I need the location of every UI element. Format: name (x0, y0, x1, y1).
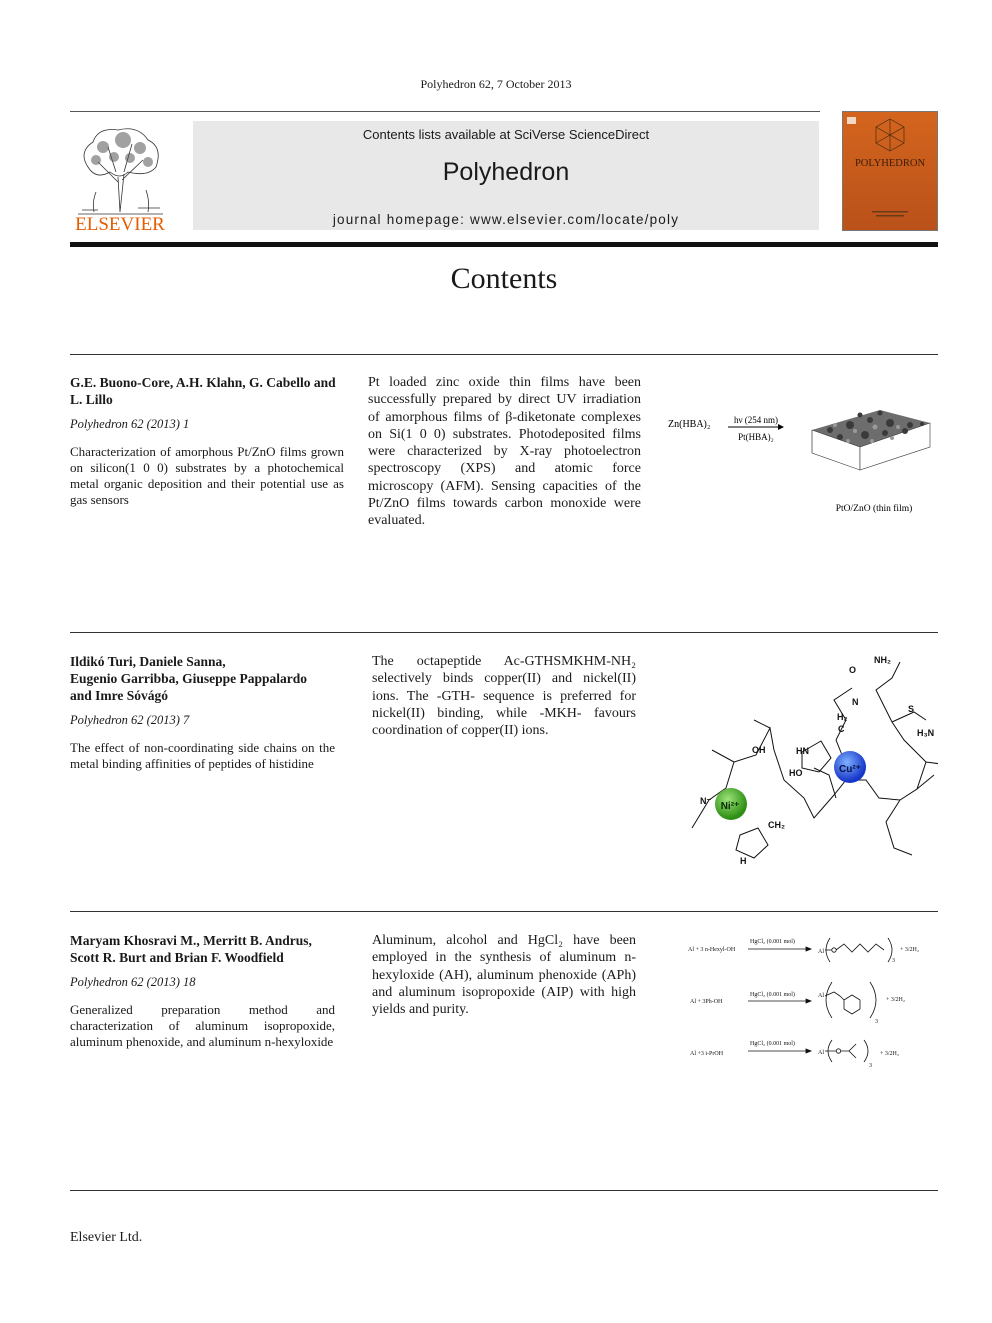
article-abstract: Aluminum, alcohol and HgCl₂ have been employed in the synthesis of aluminum n-hexyloxide (AH), aluminum phenoxide (APh) and aluminum isopropoxide (AIP) with high yields and purity. (372, 933, 636, 1018)
reactants-label: Al + 3 n-Hexyl-OH (688, 947, 736, 953)
article-citation[interactable]: Polyhedron 62 (2013) 7 (70, 713, 190, 727)
article-authors: G.E. Buono-Core, A.H. Klahn, G. Cabello and L. Lillo (70, 375, 336, 407)
article-citation[interactable]: Polyhedron 62 (2013) 1 (70, 417, 190, 431)
structure-label: N (852, 697, 859, 707)
cover-title: POLYHEDRON (854, 158, 926, 169)
authors-line: Maryam Khosravi M., Merritt B. Andrus, (70, 933, 312, 948)
authors-line: Scott R. Burt and Brian F. Woodfield (70, 950, 284, 965)
article-title[interactable]: The effect of non-coordinating side chains on the metal binding affinities of peptides of histidine (70, 740, 335, 771)
byproduct-label: + 3/2H₂ (900, 947, 919, 953)
journal-cover-thumbnail (842, 111, 938, 231)
copper-label: Cu²⁺ (839, 764, 861, 775)
structure-label: C (838, 724, 845, 734)
structure-label: OH (752, 745, 766, 755)
journal-citation: Polyhedron 62, 7 October 2013 (420, 77, 572, 91)
article-authors (70, 932, 335, 966)
structure-label: H₃N (917, 728, 935, 738)
reactants-label: Al +3 i-PrOH (690, 1051, 724, 1057)
entry-separator (70, 632, 938, 633)
entry-separator (70, 1190, 938, 1191)
byproduct-label: + 3/2H₂ (886, 997, 905, 1003)
product-label: PtO/ZnO (thin film) (835, 504, 913, 514)
article-abstract: The octapeptide Ac-GTHSMKHM-NH₂ selectively binds copper(II) and nickel(II) ions. The -GTH- sequence is preferred for nickel(II) binding, while -MKH- favours coordination of copper(II) ions. (372, 654, 636, 739)
publisher-footer: Elsevier Ltd. (70, 1230, 143, 1245)
authors-line: and Imre Sóvágó (70, 688, 169, 703)
authors-line: Eugenio Garribba, Giuseppe Pappalardo (70, 671, 308, 686)
authors-line: Ildikó Turi, Daniele Sanna, (70, 654, 226, 669)
arrow-bottom-label: Pt(HBA)₂ (738, 432, 774, 442)
article-authors (70, 653, 335, 704)
arrow-top-label: hν (254 nm) (733, 415, 779, 425)
journal-header-box (193, 121, 819, 230)
elsevier-wordmark: ELSEVIER (75, 214, 165, 234)
entry-separator (70, 911, 938, 912)
article-title[interactable]: Characterization of amorphous Pt/ZnO films grown on silicon(1 0 0) substrates by a photochemical metal organic deposition and their potential use as gas sensors (70, 444, 344, 507)
product-prefix: Al (818, 993, 824, 999)
subscript-label: 3 (875, 1019, 878, 1025)
article-abstract: Pt loaded zinc oxide thin films have been successfully prepared by direct UV irradiation of amorphous films of β-diketonate complexes on Si(1 0 0) substrates. Photodeposited films were characterized by X-ray photoelectron spectroscopy (XPS) and atomic force microscopy (AFM). Sensing capacities of the Pt/ZnO films towards carbon monoxide were evaluated. (368, 375, 641, 529)
nickel-label: Ni²⁺ (720, 801, 740, 812)
graphical-abstract-2 (664, 650, 938, 870)
article-entry-1-info (70, 374, 344, 508)
structure-label: H₂ (837, 712, 848, 722)
structure-label: N⁻ (700, 796, 712, 806)
article-entry-2-info (70, 653, 335, 772)
structure-label: HN (796, 746, 809, 756)
article-title[interactable]: Generalized preparation method and characterization of aluminum isopropoxide, aluminum phenoxide, and aluminum n-hexyloxide (70, 1002, 335, 1049)
subscript-label: 3 (892, 958, 895, 964)
elsevier-logo (68, 122, 172, 234)
byproduct-label: + 3/2H₂ (880, 1051, 899, 1057)
catalyst-label: HgCl₂ (0.001 mol) (750, 939, 795, 945)
reactant-label: Zn(HBA)₂ (668, 419, 711, 430)
subscript-label: 3 (869, 1063, 872, 1069)
entry-separator (70, 354, 938, 355)
catalyst-label: HgCl₂ (0.001 mol) (750, 992, 795, 998)
reactants-label: Al + 3Ph-OH (690, 999, 723, 1005)
product-prefix: Al (818, 949, 824, 955)
page-heading: Contents (450, 262, 558, 295)
structure-label: O (849, 665, 857, 675)
article-entry-3-info (70, 932, 335, 1050)
journal-homepage[interactable]: journal homepage: www.elsevier.com/locate/poly (332, 212, 680, 227)
journal-title: Polyhedron (442, 158, 570, 186)
catalyst-label: HgCl₂ (0.001 mol) (750, 1041, 795, 1047)
structure-label: NH₂ (874, 655, 891, 665)
header-top-rule (70, 111, 820, 112)
graphical-abstract-3 (684, 930, 938, 1075)
contents-available-line: Contents lists available at SciVerse ScienceDirect (362, 127, 650, 142)
structure-label: HO (789, 768, 803, 778)
header-bottom-rule (70, 242, 938, 247)
structure-label: S (908, 704, 915, 714)
graphical-abstract-1 (660, 375, 940, 525)
article-citation[interactable]: Polyhedron 62 (2013) 18 (70, 975, 196, 989)
structure-label: CH₂ (768, 820, 785, 830)
product-prefix: Al (818, 1050, 824, 1056)
structure-label: H (740, 856, 747, 866)
